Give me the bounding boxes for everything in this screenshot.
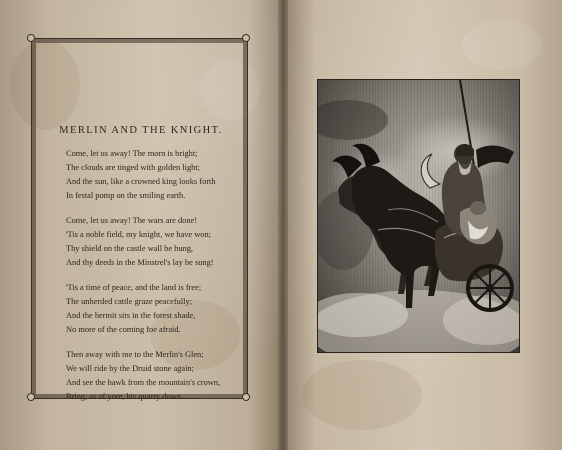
stanza-1: [66, 147, 256, 203]
poem-line: And see the hawk from the mountain's crown,: [66, 378, 221, 387]
poem-line: And thy deeds in the Minstrel's lay be sung!: [66, 258, 214, 267]
poem-line: And the hermit sits in the forest shade,: [66, 311, 196, 320]
border-corner-ornament: [242, 34, 250, 42]
poem-line: 'Tis a time of peace, and the land is free;: [66, 283, 202, 292]
chariot-engraving-illustration: [318, 80, 519, 352]
poem-line: The unherded cattle graze peacefully;: [66, 297, 193, 306]
stanza-3: [66, 281, 256, 337]
poem-line: And the sun, like a crowned king looks forth: [66, 177, 216, 186]
book-gutter: [278, 0, 288, 450]
poem-title: MERLIN AND THE KNIGHT.: [59, 125, 223, 136]
poem-line: No more of the coming foe afraid.: [66, 325, 181, 334]
stanza-2: [66, 214, 256, 270]
border-corner-ornament: [27, 393, 35, 401]
poem-line: Thy shield on the castle wall be hung,: [66, 244, 193, 253]
poem-line: 'Tis a noble field, my knight, we have won;: [66, 230, 211, 239]
paper-stain: [302, 360, 422, 430]
stanza-4: [66, 348, 256, 404]
poem-body: [66, 147, 256, 415]
poem-line: We will ride by the Druid stone again;: [66, 364, 194, 373]
poem-line: Come, let us away! The morn is bright;: [66, 149, 198, 158]
engraving-plate: [317, 79, 520, 353]
poem-line: Then away with me to the Merlin's Glen;: [66, 350, 204, 359]
poem-line: Bring, as of yore, his quarry down.: [66, 392, 183, 401]
poem-line: The clouds are tinged with golden light;: [66, 163, 200, 172]
right-page: [282, 0, 562, 450]
poem-line: In festal pomp on the smiling earth.: [66, 191, 186, 200]
paper-stain: [462, 20, 542, 70]
border-corner-ornament: [27, 34, 35, 42]
poem-line: Come, let us away! The wars are done!: [66, 216, 198, 225]
